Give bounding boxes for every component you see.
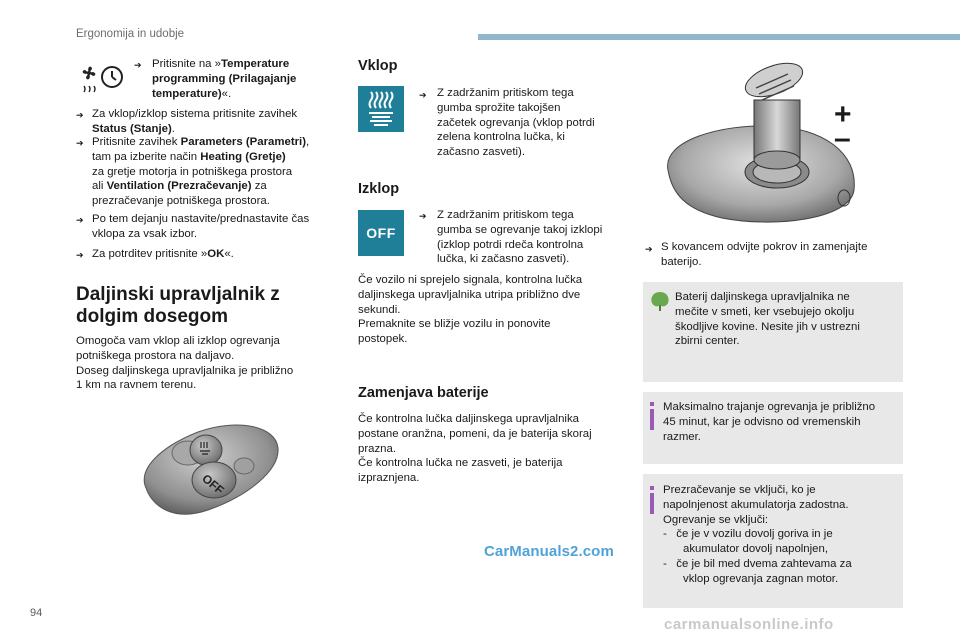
remote-control-illustration [128, 418, 288, 522]
header-accent-bar [478, 34, 960, 40]
watermark-carmanuals2[interactable]: CarManuals2.com [484, 543, 614, 560]
bullet-arrow-icon: ➔ [76, 250, 84, 260]
izklop-text: Z zadržanim pritiskom tega gumba se ogrevanje takoj izklopi (izklop potrdi rdeča kontrolna lučka, ki začasno zasveti). [437, 209, 603, 266]
section-header: Ergonomija in udobje [76, 28, 185, 40]
remote-intro: Omogoča vam vklop ali izklop ogrevanja potniškega prostora na daljavo. Doseg daljinskega upravljalnika je približno 1 km na ravnem terenu. [76, 335, 294, 392]
col1-item4: Po tem dejanju nastavite/prednastavite čas vklopa za vsak izbor. [92, 213, 310, 240]
remote-off-label: OFF [199, 471, 227, 498]
bullet-arrow-icon: ➔ [419, 211, 427, 221]
eco-note-box [643, 282, 903, 382]
vklop-text: Z zadržanim pritiskom tega gumba sprožite takojšen začetek ogrevanja (vklop potrdi zelena kontrolna lučka, ki začasno zasveti). [437, 87, 595, 159]
vklop-title: Vklop [358, 58, 398, 74]
off-button-icon [358, 210, 404, 256]
bullet-arrow-icon: ➔ [76, 110, 84, 120]
minus-label: – [834, 122, 851, 155]
izklop-title: Izklop [358, 181, 400, 197]
battery-cap-illustration [662, 60, 862, 232]
heating-button-icon [358, 86, 404, 132]
off-label: OFF [366, 224, 396, 241]
bullet-arrow-icon: ➔ [76, 138, 84, 148]
fan-timer-icon [80, 64, 126, 94]
page-number: 94 [30, 607, 43, 619]
bullet-arrow-icon: ➔ [419, 90, 427, 100]
plus-label: + [834, 98, 852, 131]
eco-note-text: Baterij daljinskega upravljalnika ne mečite v smeti, ker vsebujejo okolju škodljive kovine. Nesite jih v ustrezni zbirni center. [675, 291, 860, 348]
info-icon [650, 486, 654, 514]
duration-note-text: Maksimalno trajanje ogrevanja je približno 45 minut, kar je odvisno od vremenskih razmer. [663, 401, 876, 443]
battery-text: Če kontrolna lučka daljinskega upravljalnika postane oranžna, pomeni, da je baterija skoraj prazna. Če kontrolna lučka ne zasveti, je baterija izpraznjena. [358, 413, 592, 485]
info-icon [650, 402, 654, 430]
bullet-arrow-icon: ➔ [134, 60, 142, 70]
col1-item2: Za vklop/izklop sistema pritisnite zavihek Status (Stanje). [92, 108, 298, 135]
watermark-carmanualsonline[interactable]: carmanualsonline.info [664, 616, 834, 633]
info-note-box-duration [643, 392, 903, 464]
battery-title: Zamenjava baterije [358, 385, 489, 401]
conditions-note-text: Prezračevanje se vključi, ko je napolnjenost akumulatorja zadostna. Ogrevanje se vključi: - če je v vozilu dovolj goriva in je akumulator dovolj napolnjen, - če je bil med dvema zahtevama za vklop ogrevanja zagnan motor. [663, 484, 852, 585]
bullet-arrow-icon: ➔ [645, 244, 653, 254]
col1-item5: Za potrditev pritisnite »OK«. [92, 248, 234, 260]
signal-text: Če vozilo ni sprejelo signala, kontrolna lučka daljinskega upravljalnika utripa približno dve sekundi. Premaknite se bližje vozilu in ponovite postopek. [358, 274, 583, 346]
bullet-arrow-icon: ➔ [76, 215, 84, 225]
info-note-box-conditions [643, 474, 903, 608]
remote-section-title: Daljinski upravljalnik z dolgim dosegom [76, 284, 280, 327]
col1-item3: Pritisnite zavihek Parameters (Parametri), tam pa izberite način Heating (Gretje) za gretje motorja in potniškega prostora ali Ventilation (Prezračevanje) za prezračevanje potniškega prostora. [92, 136, 310, 208]
eco-leaf-icon [649, 290, 671, 312]
coin-text: S kovancem odvijte pokrov in zamenjajte baterijo. [661, 241, 868, 268]
col1-item1: Pritisnite na »Temperature programming (Prilagajanje temperature)«. [152, 58, 297, 100]
